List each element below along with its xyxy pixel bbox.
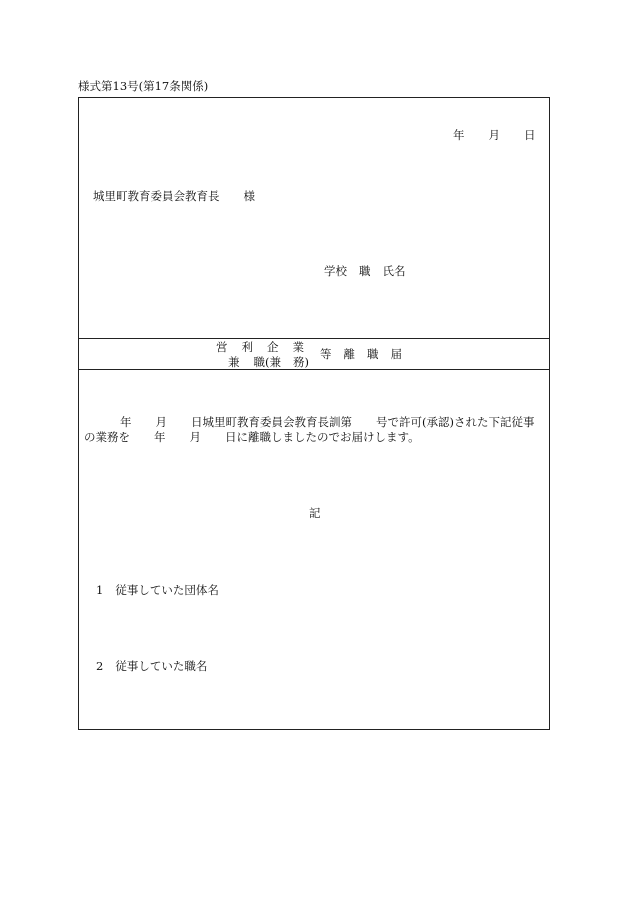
- addressee-name: 城里町教育委員会教育長: [93, 189, 220, 203]
- body-line-2: [84, 432, 420, 444]
- title-char: 離: [343, 347, 355, 361]
- body-month: 月: [155, 415, 167, 429]
- body-text: の業務を: [84, 430, 130, 444]
- title-char: 営: [216, 340, 228, 354]
- addressee-honorific: 様: [243, 189, 255, 203]
- title-right: [320, 349, 402, 361]
- item-label: 従事していた団体名: [115, 583, 219, 597]
- title-char: 職: [367, 347, 379, 361]
- title-divider-bottom: [78, 369, 550, 370]
- body-text: 日城里町教育委員会教育長訓第: [191, 415, 352, 429]
- title-char: 業: [292, 340, 304, 354]
- body-text: 日に離職しましたのでお届けします。: [225, 430, 420, 444]
- title-char: 企: [267, 340, 279, 354]
- item-2: [96, 661, 207, 673]
- body-line-1: [120, 417, 534, 429]
- title-char: 兼: [228, 355, 240, 369]
- title-line1: [216, 342, 304, 354]
- title-char: 職(兼: [253, 355, 281, 369]
- sender: [324, 266, 406, 278]
- date-year: 年: [453, 128, 465, 142]
- body-year: 年: [120, 415, 132, 429]
- date-month: 月: [488, 128, 500, 142]
- form-label: 様式第13号(第17条関係): [78, 79, 209, 93]
- item-label: 従事していた職名: [115, 659, 208, 673]
- addressee: [93, 191, 255, 203]
- date-day: 日: [524, 128, 536, 142]
- body-text: 号で許可(承認)された下記従事: [376, 415, 535, 429]
- title-char: 等: [320, 347, 332, 361]
- item-number: 2: [96, 659, 104, 673]
- date-line: [453, 130, 536, 142]
- body-month: 月: [189, 430, 201, 444]
- title-divider-top: [78, 338, 550, 339]
- title-line2: [228, 357, 309, 369]
- title-char: 届: [390, 347, 402, 361]
- ki-label: 記: [309, 506, 321, 520]
- title-char: 利: [241, 340, 253, 354]
- body-year: 年: [154, 430, 166, 444]
- sender-name: 氏名: [382, 264, 406, 278]
- sender-school: 学校: [324, 264, 347, 278]
- item-1: [96, 585, 219, 597]
- item-number: 1: [96, 583, 104, 597]
- sender-position: 職: [359, 264, 371, 278]
- title-char: 務): [293, 355, 309, 369]
